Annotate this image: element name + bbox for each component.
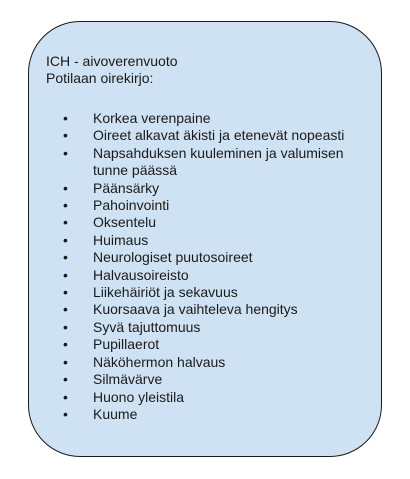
list-item [29,354,381,371]
symptom-card [28,21,382,457]
bullet-icon: • [63,336,68,353]
list-item [29,214,381,231]
bullet-icon: • [63,214,68,231]
bullet-icon: • [63,371,68,388]
symptom-text: Oksentelu [93,214,157,231]
list-item [29,267,381,284]
bullet-icon: • [63,249,68,266]
list-item [29,232,381,249]
symptom-text: Napsahduksen kuuleminen ja valumisen tunne päässä [93,144,344,179]
symptom-text: Liikehäiriöt ja sekavuus [93,284,238,301]
list-item [29,197,381,214]
bullet-icon: • [63,231,68,248]
list-item [29,301,381,318]
symptom-text: Näköhermon halvaus [93,353,226,370]
list-item [29,110,381,127]
symptom-text: Kuume [93,405,138,422]
symptom-text: Neurologiset puutosoireet [93,249,253,266]
bullet-icon: • [63,110,68,126]
bullet-icon: • [63,127,68,144]
card-heading [46,53,178,87]
list-item [29,371,381,388]
list-item [29,319,381,336]
list-item [29,389,381,406]
symptom-list [29,110,381,423]
list-item [29,406,381,423]
symptom-text: Pahoinvointi [93,197,170,214]
list-item [29,249,381,266]
symptom-text: Oireet alkavat äkisti ja etenevät nopeasti [93,127,345,144]
bullet-icon: • [63,179,68,196]
symptom-text: Silmävärve [93,371,163,388]
list-item [29,127,381,144]
symptom-text: Kuorsaava ja vaihteleva hengitys [93,301,298,318]
bullet-icon: • [63,144,68,161]
list-item [29,145,381,180]
list-item [29,336,381,353]
bullet-icon: • [63,388,68,405]
bullet-icon: • [63,301,68,318]
bullet-icon: • [63,405,68,422]
symptom-text: Huono yleistila [93,388,185,405]
heading-subtitle: Potilaan oirekirjo: [46,70,154,86]
bullet-icon: • [63,266,68,283]
symptom-text: Halvausoireisto [93,266,189,283]
symptom-text: Päänsärky [93,179,160,196]
symptom-text: Huimaus [93,231,149,248]
bullet-icon: • [63,197,68,214]
bullet-icon: • [63,318,68,335]
symptom-text: Pupillaerot [93,336,160,353]
list-item [29,180,381,197]
symptom-text: Korkea verenpaine [93,110,211,126]
list-item [29,284,381,301]
symptom-text: Syvä tajuttomuus [93,318,201,335]
heading-title: ICH - aivoverenvuoto [46,53,178,69]
bullet-icon: • [63,284,68,301]
bullet-icon: • [63,353,68,370]
